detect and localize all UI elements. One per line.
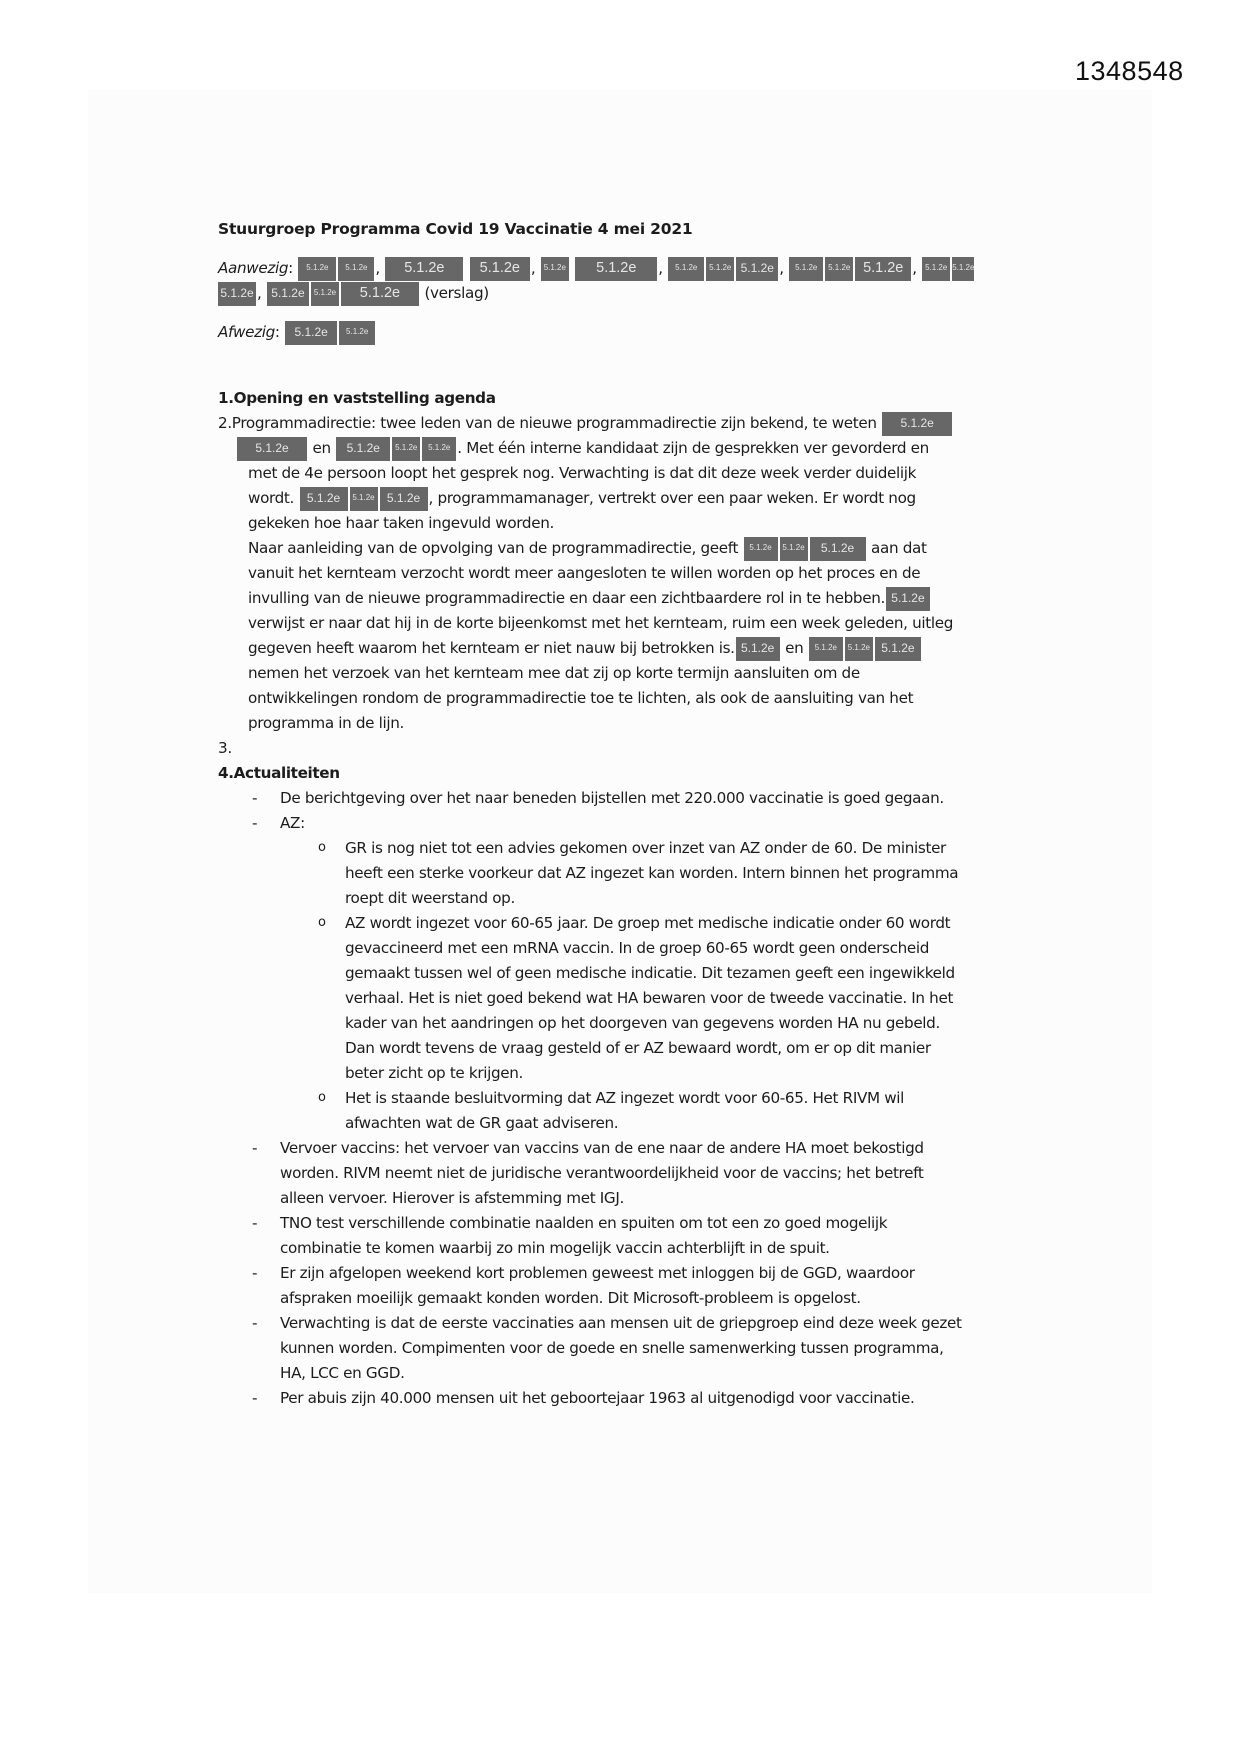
list-item-text: Dan wordt tevens de vraag gesteld of er AZ bewaard wordt, om er op dit manier	[345, 1039, 931, 1057]
paragraph-line: programma in de lijn.	[248, 714, 405, 732]
redaction: 5.1.2e	[825, 257, 853, 281]
paragraph-text: Naar aanleiding van de opvolging van de programmadirectie, geeft	[248, 539, 739, 557]
item-number: 1.	[218, 389, 234, 407]
redaction: 5.1.2e	[736, 637, 780, 661]
paragraph-text: en	[312, 439, 331, 457]
item-number: 4.	[218, 764, 234, 782]
redaction: 5.1.2e	[668, 257, 704, 281]
paragraph-text: gegeven heeft waarom het kernteam er niet nauw bij betrokken is.	[248, 639, 735, 657]
redaction: 5.1.2e	[392, 437, 420, 461]
paragraph-text: invulling van de nieuwe programmadirectie en daar een zichtbaardere rol in te hebben.	[248, 589, 885, 607]
agenda-item-3	[218, 736, 232, 760]
list-item-text: combinatie te komen waarbij zo min mogelijk vaccin achterblijft in de spuit.	[280, 1239, 830, 1257]
redaction: 5.1.2e	[341, 282, 419, 306]
paragraph-line	[236, 436, 929, 461]
attendance-present	[218, 256, 975, 281]
paragraph-line	[248, 486, 916, 511]
list-item-text: afspraken moeilijk gemaakt konden worden. Dit Microsoft-probleem is opgelost.	[280, 1289, 861, 1307]
redaction: 5.1.2e	[339, 321, 375, 345]
paragraph-line	[248, 636, 922, 661]
present-label: Aanwezig	[218, 259, 289, 277]
paragraph-line: vanuit het kernteam verzocht wordt meer aangesloten te willen worden op het proces en de	[248, 564, 921, 582]
paragraph-text: Programmadirectie: twee leden van de nieuwe programmadirectie zijn bekend, te weten	[231, 414, 877, 432]
circle-bullet: o	[318, 1090, 326, 1105]
item-number: 3.	[218, 739, 232, 757]
list-item-text: roept dit weerstand op.	[345, 889, 515, 907]
paragraph-text: wordt.	[248, 489, 295, 507]
redaction: 5.1.2e	[575, 257, 657, 281]
redaction: 5.1.2e	[845, 637, 873, 661]
redaction: 5.1.2e	[952, 257, 974, 281]
dash-bullet: -	[252, 1264, 258, 1282]
redaction: 5.1.2e	[922, 257, 950, 281]
dash-bullet: -	[252, 814, 258, 832]
colon: :	[288, 259, 293, 277]
redaction: 5.1.2e	[810, 537, 866, 561]
list-item-text: beter zicht op te krijgen.	[345, 1064, 524, 1082]
redaction: 5.1.2e	[336, 437, 390, 461]
redaction: 5.1.2e	[789, 257, 823, 281]
list-item-text: De berichtgeving over het naar beneden bijstellen met 220.000 vaccinatie is goed gegaan.	[280, 789, 944, 807]
redaction: 5.1.2e	[875, 637, 921, 661]
paragraph-line	[248, 536, 927, 561]
list-item-text: gemaakt tussen wel of geen medische indicatie. Dit tezamen geeft een ingewikkeld	[345, 964, 955, 982]
paragraph-text: , programmamanager, vertrekt over een paar weken. Er wordt nog	[428, 489, 916, 507]
redaction: 5.1.2e	[218, 282, 256, 306]
redaction: 5.1.2e	[380, 487, 428, 511]
agenda-item-2	[218, 411, 953, 436]
list-item-text: Het is staande besluitvorming dat AZ ingezet wordt voor 60-65. Het RIVM wil	[345, 1089, 905, 1107]
paragraph-text: . Met één interne kandidaat zijn de gesprekken ver gevorderd en	[457, 439, 929, 457]
page-title: Stuurgroep Programma Covid 19 Vaccinatie 4 mei 2021	[218, 220, 693, 238]
redaction: 5.1.2e	[338, 257, 374, 281]
redaction: 5.1.2e	[809, 637, 843, 661]
redaction: 5.1.2e	[285, 321, 337, 345]
colon: :	[274, 323, 280, 341]
attendance-present-cont	[218, 281, 489, 306]
paragraph-line: nemen het verzoek van het kernteam mee dat zij op korte termijn aansluiten om de	[248, 664, 860, 682]
redaction: 5.1.2e	[780, 537, 808, 561]
comma: ,	[375, 259, 380, 277]
absent-label: Afwezig	[218, 323, 275, 341]
redaction: 5.1.2e	[298, 257, 336, 281]
redaction: 5.1.2e	[855, 257, 911, 281]
list-item-text: heeft een sterke voorkeur dat AZ ingezet kan worden. Intern binnen het programma	[345, 864, 959, 882]
item-heading: Opening en vaststelling agenda	[233, 389, 496, 407]
list-item-text: verhaal. Het is niet goed bekend wat HA bewaren voor de tweede vaccinatie. In het	[345, 989, 954, 1007]
dash-bullet: -	[252, 789, 258, 807]
redaction: 5.1.2e	[267, 282, 309, 306]
dash-bullet: -	[252, 1389, 258, 1407]
list-item-text: Verwachting is dat de eerste vaccinaties aan mensen uit de griepgroep eind deze week gezet	[280, 1314, 962, 1332]
list-item-text: worden. RIVM neemt niet de juridische verantwoordelijkheid voor de vaccins; het betreft	[280, 1164, 924, 1182]
redaction: 5.1.2e	[882, 412, 952, 436]
comma: ,	[779, 259, 784, 277]
paragraph-text: en	[785, 639, 804, 657]
paragraph-line: ontwikkelingen rondom de programmadirectie toe te lichten, als ook de aansluiting van het	[248, 689, 914, 707]
redaction: 5.1.2e	[385, 257, 463, 281]
list-item-text: gevaccineerd met een mRNA vaccin. In de groep 60-65 wordt geen onderscheid	[345, 939, 930, 957]
redaction: 5.1.2e	[706, 257, 734, 281]
redaction: 5.1.2e	[470, 257, 530, 281]
dash-bullet: -	[252, 1139, 258, 1157]
list-item-text: AZ wordt ingezet voor 60-65 jaar. De groep met medische indicatie onder 60 wordt	[345, 914, 951, 932]
redaction: 5.1.2e	[311, 282, 339, 306]
agenda-item-1	[218, 386, 496, 410]
paragraph-text: aan dat	[871, 539, 927, 557]
list-item-text: kunnen worden. Compimenten voor de goede en snelle samenwerking tussen programma,	[280, 1339, 944, 1357]
list-item-text: TNO test verschillende combinatie naalden en spuiten om tot een zo goed mogelijk	[280, 1214, 888, 1232]
paragraph-line	[248, 586, 931, 611]
agenda-item-4	[218, 761, 340, 785]
list-item-text: HA, LCC en GGD.	[280, 1364, 405, 1382]
dash-bullet: -	[252, 1314, 258, 1332]
list-item-text: Per abuis zijn 40.000 mensen uit het geboortejaar 1963 al uitgenodigd voor vaccinatie.	[280, 1389, 915, 1407]
list-item-text: GR is nog niet tot een advies gekomen over inzet van AZ onder de 60. De minister	[345, 839, 946, 857]
item-number: 2.	[218, 414, 232, 432]
redaction: 5.1.2e	[886, 587, 930, 611]
redaction: 5.1.2e	[237, 437, 307, 461]
list-item-text: AZ:	[280, 814, 305, 832]
circle-bullet: o	[318, 915, 326, 930]
redaction: 5.1.2e	[744, 537, 778, 561]
attendance-absent	[218, 320, 376, 345]
comma: ,	[912, 259, 917, 277]
redaction: 5.1.2e	[350, 487, 378, 511]
list-item-text: kader van het aandringen op het doorgeven van gegevens worden HA nu gebeld.	[345, 1014, 940, 1032]
paragraph-line: verwijst er naar dat hij in de korte bijeenkomst met het kernteam, ruim een week geleden, uitleg	[248, 614, 954, 632]
redaction: 5.1.2e	[736, 257, 778, 281]
list-item-text: afwachten wat de GR gaat adviseren.	[345, 1114, 619, 1132]
comma: ,	[257, 284, 262, 302]
dash-bullet: -	[252, 1214, 258, 1232]
document-id: 1348548	[1075, 56, 1184, 86]
list-item-text: Er zijn afgelopen weekend kort problemen geweest met inloggen bij de GGD, waardoor	[280, 1264, 915, 1282]
redaction: 5.1.2e	[422, 437, 456, 461]
circle-bullet: o	[318, 840, 326, 855]
list-item-text: alleen vervoer. Hierover is afstemming met IGJ.	[280, 1189, 624, 1207]
list-item-text: Vervoer vaccins: het vervoer van vaccins van de ene naar de andere HA moet bekostigd	[280, 1139, 924, 1157]
redaction: 5.1.2e	[541, 257, 569, 281]
comma: ,	[658, 259, 663, 277]
comma: ,	[530, 259, 536, 277]
present-suffix: (verslag)	[424, 284, 489, 302]
redaction: 5.1.2e	[300, 487, 348, 511]
paragraph-line: met de 4e persoon loopt het gesprek nog. Verwachting is dat dit deze week verder duidelijk	[248, 464, 917, 482]
paragraph-line: gekeken hoe haar taken ingevuld worden.	[248, 514, 554, 532]
item-heading: Actualiteiten	[233, 764, 340, 782]
